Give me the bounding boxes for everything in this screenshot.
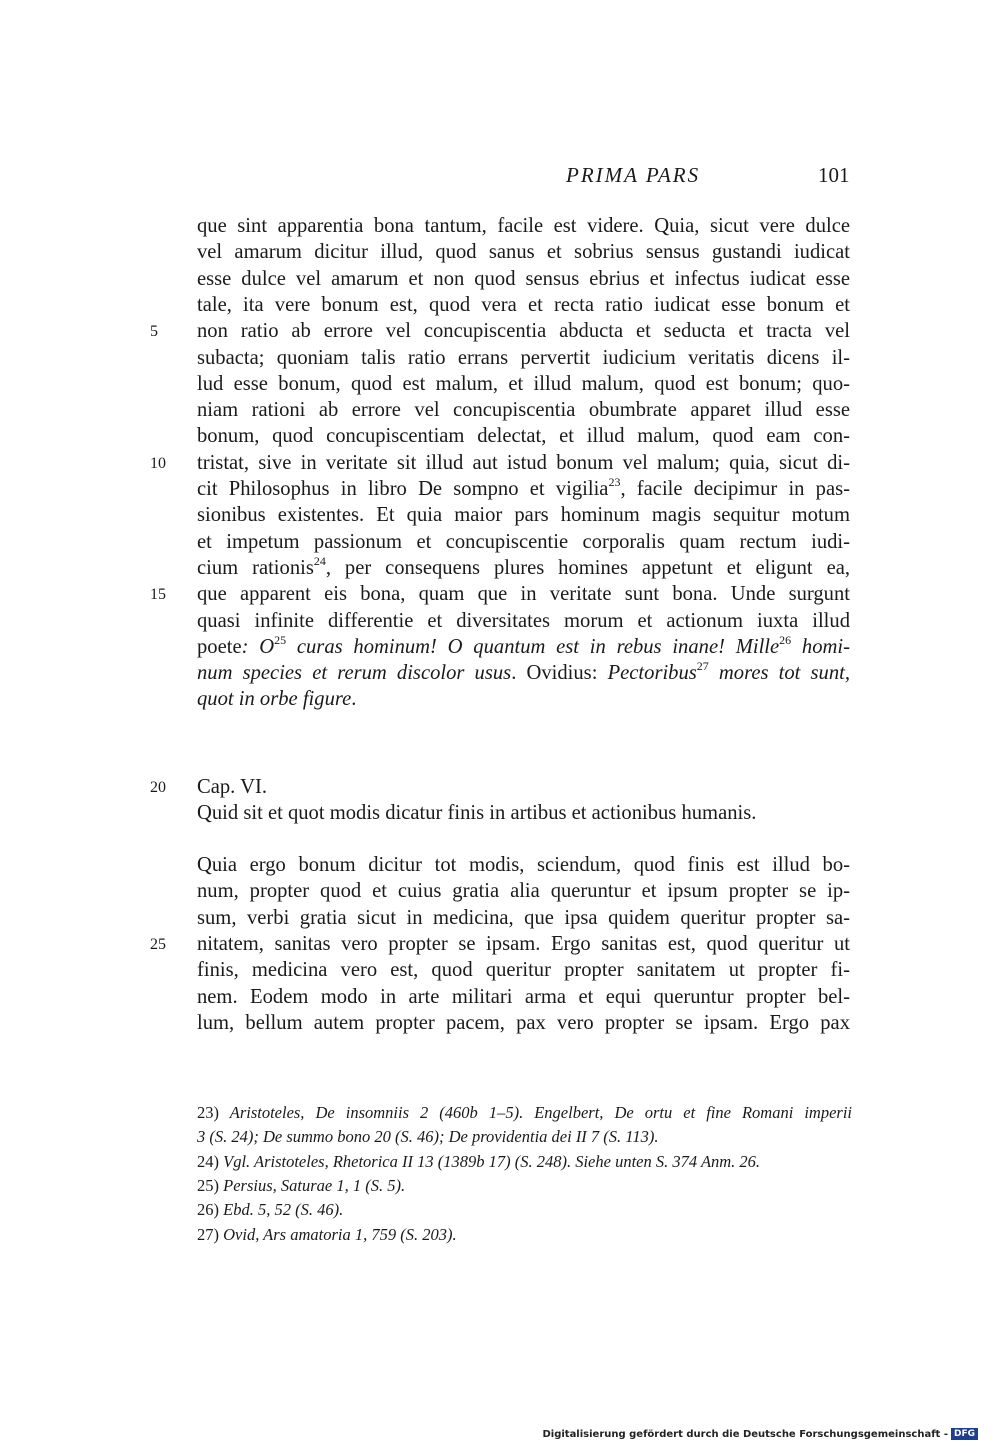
text-segment: : O bbox=[241, 635, 275, 658]
text-line bbox=[197, 476, 850, 503]
text-segment: cit Philosophus in libro De sompno et vigilia bbox=[197, 478, 609, 500]
text-line: niam rationi ab errore vel concupiscentia obumbrate apparet illud esse bbox=[197, 399, 850, 422]
text-line: lum, bellum autem propter pacem, pax vero propter se ipsam. Ergo pax bbox=[197, 1011, 850, 1034]
text-segment: quot in orbe figure bbox=[197, 688, 352, 711]
text-line: quasi infinite differentie et diversitates morum et actionum iuxta illud bbox=[197, 609, 850, 632]
footnote-number: 27) bbox=[197, 1224, 219, 1244]
text-segment: . bbox=[351, 688, 357, 711]
text-segment: , facile decipimur in pas- bbox=[620, 478, 850, 500]
text-line: et impetum passionum et concupiscentie corporalis quam rectum iudi- bbox=[197, 530, 850, 553]
text-segment: , per consequens plures homines appetunt et eligunt ea, bbox=[325, 556, 850, 579]
text-line: num, propter quod et cuius gratia alia queruntur et ipsum propter se ip- bbox=[197, 880, 850, 903]
text-line: sionibus existentes. Et quia maior pars hominum magis sequitur motum bbox=[197, 504, 850, 527]
footnote-ref: 24 bbox=[313, 554, 326, 569]
text-segment: curas hominum! O quantum est in rebus inane! Mille bbox=[286, 635, 780, 658]
text-segment: . Ovidius: bbox=[511, 662, 608, 685]
line-number: 5 bbox=[150, 323, 158, 341]
footnote-ref: 26 bbox=[779, 632, 792, 647]
chapter-heading: Cap. VI. bbox=[197, 776, 267, 798]
running-title: PRIMA PARS bbox=[566, 163, 701, 187]
line-number: 25 bbox=[150, 935, 166, 953]
text-line: lud esse bonum, quod est malum, et illud malum, quod est bonum; quo- bbox=[197, 372, 850, 395]
text-segment: homi- bbox=[791, 635, 850, 658]
text-line bbox=[197, 555, 850, 582]
text-line: tale, ita vere bonum est, quod vera et recta ratio iudicat esse bonum et bbox=[197, 293, 850, 316]
text-line: subacta; quoniam talis ratio errans pervertit iudicium veritatis dicens il- bbox=[197, 346, 850, 369]
text-segment: cium rationis bbox=[197, 556, 314, 579]
text-line: Quia ergo bonum dicitur tot modis, sciendum, quod finis est illud bo- bbox=[197, 854, 850, 876]
text-line bbox=[197, 634, 850, 661]
text-segment: Pectoribus bbox=[607, 662, 697, 685]
text-line bbox=[197, 686, 850, 713]
footnote-text: Persius, Saturae 1, 1 (S. 5). bbox=[223, 1175, 406, 1195]
text-line: finis, medicina vero est, quod queritur propter sanitatem ut propter fi- bbox=[197, 959, 850, 982]
footnote bbox=[197, 1174, 852, 1197]
digitization-note bbox=[542, 1428, 978, 1440]
footnote-number: 25) bbox=[197, 1175, 219, 1195]
footnote-text: 3 (S. 24); De summo bono 20 (S. 46); De providentia dei II 7 (S. 113). bbox=[197, 1127, 659, 1147]
text-line: que sint apparentia bona tantum, facile est videre. Quia, sicut vere dulce bbox=[197, 215, 850, 237]
line-number: 10 bbox=[150, 454, 166, 472]
text-line: esse dulce vel amarum et non quod sensus ebrius et infectus iudicat esse bbox=[197, 267, 850, 290]
text-segment: num species et rerum discolor usus bbox=[197, 662, 512, 685]
footnote bbox=[197, 1125, 852, 1148]
text-segment: mores tot sunt, bbox=[708, 662, 850, 685]
footnote bbox=[197, 1223, 852, 1246]
footnote-number: 23) bbox=[197, 1103, 219, 1122]
footnote bbox=[197, 1150, 852, 1173]
text-line: que apparent eis bona, quam que in veritate sunt bona. Unde surgunt bbox=[197, 583, 850, 606]
footnote-number: 26) bbox=[197, 1200, 219, 1220]
line-number: 20 bbox=[150, 779, 166, 796]
text-line bbox=[197, 660, 850, 687]
line-number: 15 bbox=[150, 586, 166, 604]
footnote-number: 24) bbox=[197, 1151, 219, 1171]
footnote-ref: 23 bbox=[608, 475, 621, 490]
text-segment: poete bbox=[197, 635, 242, 658]
page-number: 101 bbox=[818, 163, 850, 187]
text-line: sum, verbi gratia sicut in medicina, que ipsa quidem queritur propter sa- bbox=[197, 906, 850, 929]
text-line: tristat, sive in veritate sit illud aut istud bonum vel malum; quia, sicut di- bbox=[197, 451, 850, 474]
footnote-text: Aristoteles, De insomniis 2 (460b 1–5). Engelbert, De ortu et fine Romani imperii bbox=[229, 1103, 852, 1122]
footnote bbox=[197, 1198, 852, 1221]
chapter-subtitle: Quid sit et quot modis dicatur finis in artibus et actionibus humanis. bbox=[197, 802, 757, 824]
footnote-ref: 27 bbox=[696, 659, 709, 674]
text-line: bonum, quod concupiscentiam delectat, et illud malum, quod eam con- bbox=[197, 425, 850, 448]
text-line: non ratio ab errore vel concupiscentia abducta et seducta et tracta vel bbox=[197, 320, 850, 343]
footnote-text: Ovid, Ars amatoria 1, 759 (S. 203). bbox=[223, 1224, 457, 1244]
digitization-text: Digitalisierung gefördert durch die Deutsche Forschungsgemeinschaft - bbox=[542, 1428, 948, 1440]
footnote-text: Vgl. Aristoteles, Rhetorica II 13 (1389b 17) (S. 248). Siehe unten S. 374 Anm. 26. bbox=[223, 1151, 761, 1171]
footnote bbox=[197, 1101, 852, 1124]
footnote-text: Ebd. 5, 52 (S. 46). bbox=[223, 1200, 344, 1220]
footnote-ref: 25 bbox=[274, 632, 287, 647]
dfg-logo: DFG bbox=[951, 1428, 978, 1440]
text-line: nitatem, sanitas vero propter se ipsam. Ergo sanitas est, quod queritur ut bbox=[197, 932, 850, 955]
text-line: nem. Eodem modo in arte militari arma et equi queruntur propter bel- bbox=[197, 985, 850, 1008]
text-line: vel amarum dicitur illud, quod sanus et sobrius sensus gustandi iudicat bbox=[197, 241, 850, 264]
